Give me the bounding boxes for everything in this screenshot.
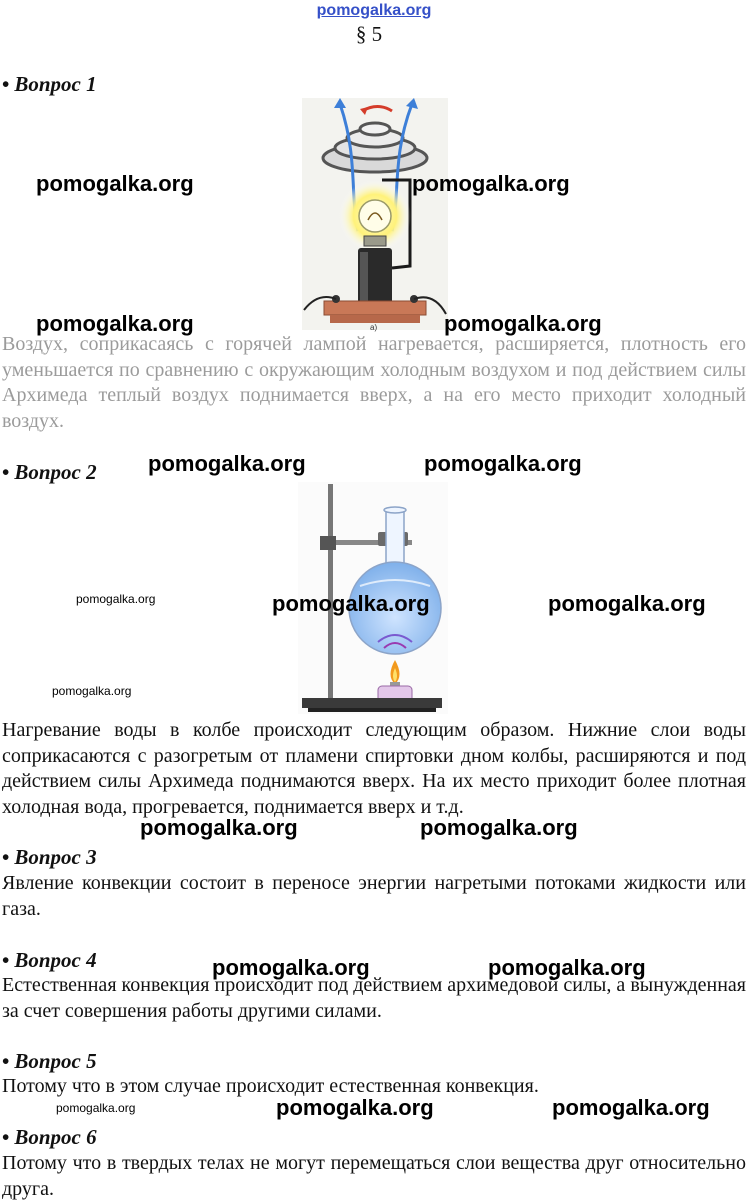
watermark: pomogalka.org: [548, 591, 706, 616]
answer-6: Потому что в твердых телах не могут перемещаться слои вещества друг относительно друга.: [2, 1152, 746, 1200]
watermark: pomogalka.org: [56, 1101, 136, 1115]
watermark: pomogalka.org: [488, 955, 646, 980]
figure-caption: а): [370, 323, 378, 332]
answer-5: Потому что в этом случае происходит естественная конвекция.: [2, 1075, 539, 1097]
watermark: pomogalka.org: [76, 592, 156, 606]
answer-3: Явление конвекции состоит в переносе энергии нагретыми потоками жидкости или газа.: [2, 872, 746, 920]
question-4-heading: • Вопрос 4: [2, 948, 97, 972]
question-1-heading: • Вопрос 1: [2, 72, 97, 96]
watermark: pomogalka.org: [276, 1095, 434, 1120]
watermark: pomogalka.org: [552, 1095, 710, 1120]
question-2-heading: • Вопрос 2: [2, 460, 97, 484]
answer-1: Воздух, соприкасаясь с горячей лампой нагревается, расширяется, плотность его уменьшается по сравнению с окружающим холодным воздухом и под действием силы Архимеда теплый воздух поднимается вверх, а на его место приходит холодный воздух.: [2, 333, 746, 432]
watermark: pomogalka.org: [36, 171, 194, 196]
watermark: pomogalka.org: [36, 311, 194, 336]
watermark: pomogalka.org: [444, 311, 602, 336]
answer-4: Естественная конвекция происходит под действием архимедовой силы, а вынужденная за счет совершения работы другими силами.: [2, 974, 746, 1022]
section-number: § 5: [355, 22, 383, 46]
watermark: pomogalka.org: [52, 684, 132, 698]
watermark: pomogalka.org: [424, 451, 582, 476]
question-6-heading: • Вопрос 6: [2, 1125, 97, 1149]
answer-2: Нагревание воды в колбе происходит следующим образом. Нижние слои воды соприкасаются с разогретым от пламени спиртовки дном колбы, расширяются и под действием силы Архимеда поднимаются вверх. На их место приходит более плотная холодная вода, прогревается, поднимается вверх и т.д.: [2, 719, 746, 818]
watermark: pomogalka.org: [212, 955, 370, 980]
site-link[interactable]: pomogalka.org: [316, 2, 432, 19]
question-5-heading: • Вопрос 5: [2, 1049, 97, 1073]
watermark: pomogalka.org: [148, 451, 306, 476]
watermark: pomogalka.org: [140, 815, 298, 840]
watermark: pomogalka.org: [420, 815, 578, 840]
watermark: pomogalka.org: [412, 171, 570, 196]
question-3-heading: • Вопрос 3: [2, 845, 97, 869]
watermark: pomogalka.org: [272, 591, 430, 616]
lamp-convection-figure: [300, 96, 450, 334]
